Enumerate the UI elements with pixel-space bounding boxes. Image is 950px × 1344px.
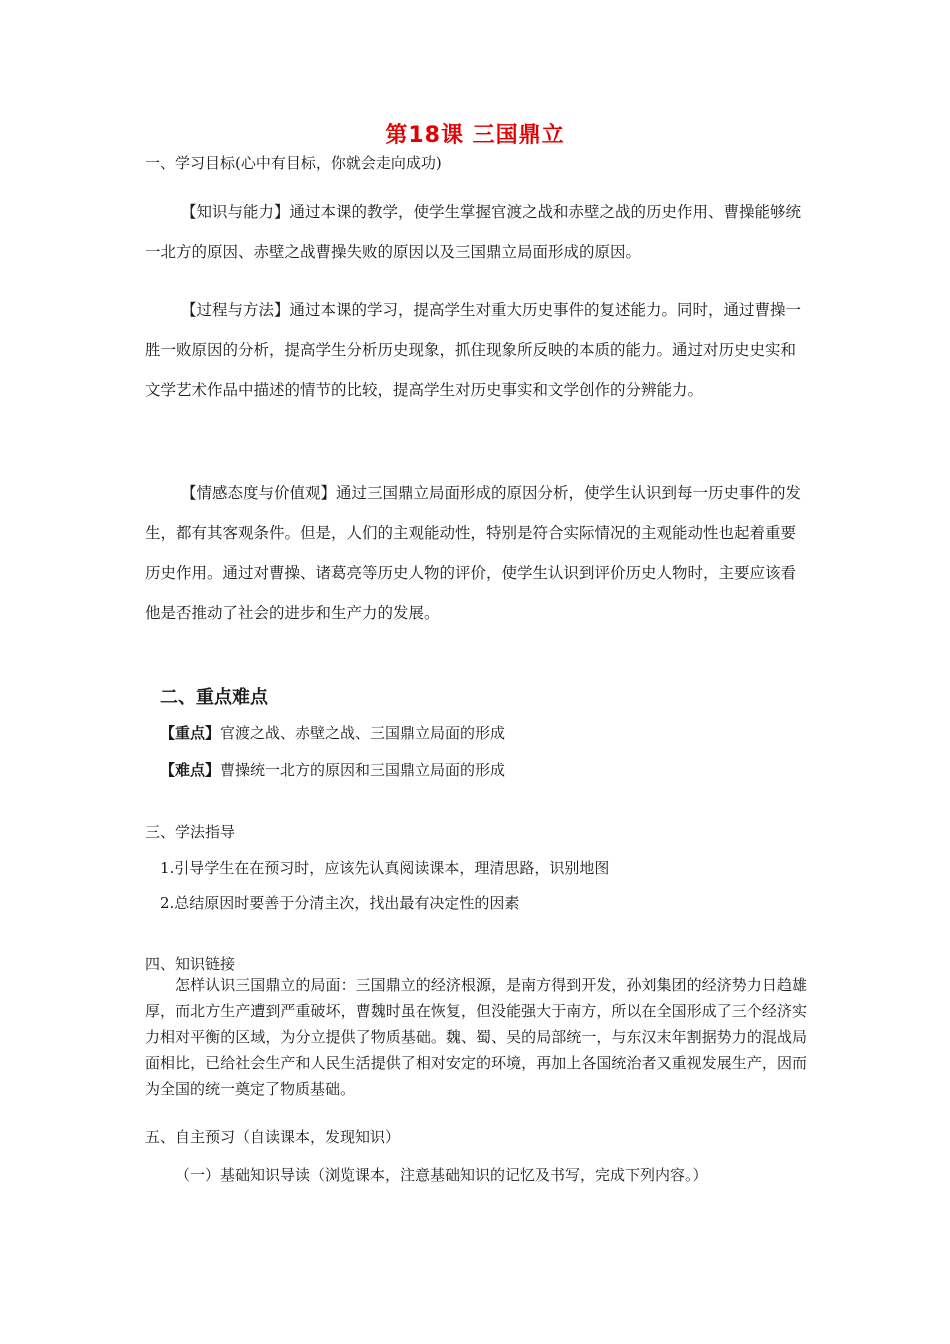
goal-knowledge-paragraph [145,192,810,272]
lesson-title: 第18课 三国鼎立 [385,123,565,148]
key-point-text: 官渡之战、赤壁之战、三国鼎立局面的形成 [220,724,506,742]
section5-heading: 五、自主预习（自读课本，发现知识） [145,1128,401,1146]
section5-subheading: （一）基础知识导读（浏览课本，注意基础知识的记忆及书写，完成下列内容。） [175,1166,708,1184]
goal-process-tag: 【过程与方法】 [181,301,290,319]
key-point-tag: 【重点】 [160,724,221,742]
key-point-line [160,722,505,743]
section2-heading: 二、重点难点 [160,687,268,708]
list-item: 1.引导学生在在预习时，应该先认真阅读课本，理清思路，识别地图 [160,859,610,877]
knowledge-link-paragraph [145,972,807,1102]
difficult-point-tag: 【难点】 [160,761,221,779]
section4-heading: 四、知识链接 [145,955,236,973]
goal-attitude-tag: 【情感态度与价值观】 [181,484,337,502]
goal-knowledge-text: 通过本课的教学，使学生掌握官渡之战和赤壁之战的历史作用、曹操能够统一北方的原因、赤壁之战曹操失败的原因以及三国鼎立局面形成的原因。 [145,203,802,261]
goal-knowledge-tag: 【知识与能力】 [181,203,290,221]
difficult-point-line [160,759,505,780]
knowledge-link-text: 怎样认识三国鼎立的局面：三国鼎立的经济根源，是南方得到开发，孙刘集团的经济势力日趋雄厚，而北方生产遭到严重破坏，曹魏时虽在恢复，但没能强大于南方，所以在全国形成了三个经济实力相对平衡的区域，为分立提供了物质基础。魏、蜀、吴的局部统一，与东汉末年割据势力的混战局面相比，已给社会生产和人民生活提供了相对安定的环境，再加上各国统治者又重视发展生产，因而为全国的统一奠定了物质基础。 [145,976,807,1098]
goal-attitude-text: 通过三国鼎立局面形成的原因分析，使学生认识到每一历史事件的发生，都有其客观条件。但是，人们的主观能动性，特别是符合实际情况的主观能动性也起着重要历史作用。通过对曹操、诸葛亮等历史人物的评价，使学生认识到评价历史人物时，主要应该看他是否推动了社会的进步和生产力的发展。 [145,484,802,622]
section3-heading: 三、学法指导 [145,823,236,841]
goal-process-text: 通过本课的学习，提高学生对重大历史事件的复述能力。同时，通过曹操一胜一败原因的分析，提高学生分析历史现象，抓住现象所反映的本质的能力。通过对历史史实和文学艺术作品中描述的情节的比较，提高学生对历史事实和文学创作的分辨能力。 [145,301,802,399]
section1-heading: 一、学习目标(心中有目标，你就会走向成功) [145,154,442,172]
list-item: 2.总结原因时要善于分清主次，找出最有决定性的因素 [160,894,520,912]
goal-attitude-paragraph [145,473,810,633]
goal-process-paragraph [145,290,810,410]
difficult-point-text: 曹操统一北方的原因和三国鼎立局面的形成 [220,761,506,779]
